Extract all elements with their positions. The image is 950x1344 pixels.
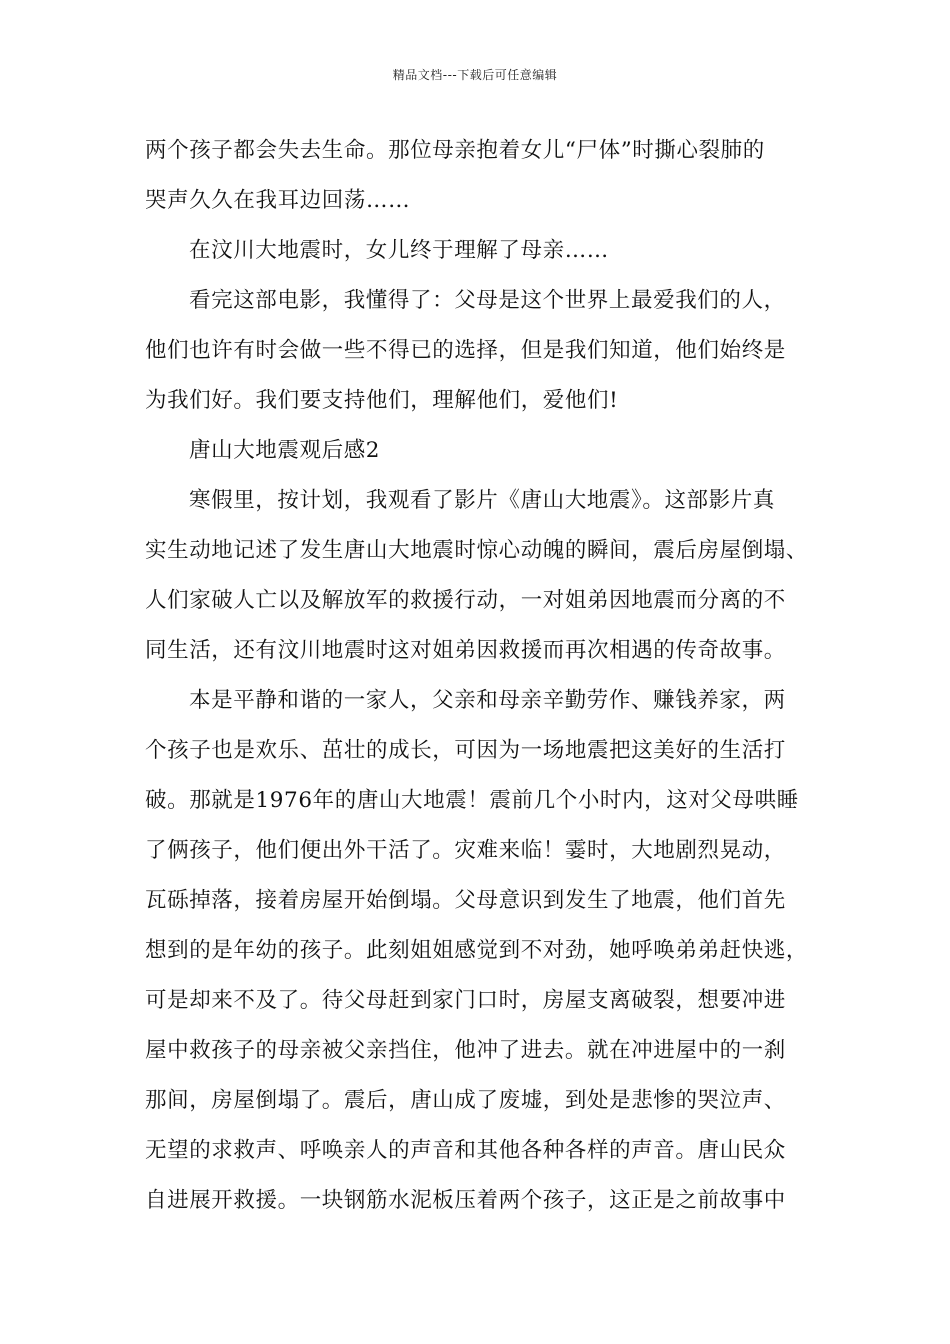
text-line: 想到的是年幼的孩子。此刻姐姐感觉到不对劲，她呼唤弟弟赶快逃， [145, 938, 809, 963]
text-line: 同生活，还有汶川地震时这对姐弟因救援而再次相遇的传奇故事。 [145, 638, 786, 663]
text-line: 在汶川大地震时，女儿终于理解了母亲…… [189, 238, 609, 263]
text-line: 了俩孩子，他们便出外干活了。灾难来临！霎时，大地剧烈晃动， [145, 838, 786, 863]
text-line: 人们家破人亡以及解放军的救援行动，一对姐弟因地震而分离的不 [145, 588, 786, 613]
text-line: 寒假里，按计划，我观看了影片《唐山大地震》。这部影片真 [189, 488, 775, 513]
text-line: 他们也许有时会做一些不得已的选择，但是我们知道，他们始终是 [145, 338, 786, 363]
text-line: 无望的求救声、呼唤亲人的声音和其他各种各样的声音。唐山民众 [145, 1138, 786, 1163]
document-body [145, 126, 835, 1226]
text-line: 自进展开救援。一块钢筋水泥板压着两个孩子，这正是之前故事中 [145, 1188, 786, 1213]
text-line: 瓦砾掉落，接着房屋开始倒塌。父母意识到发生了地震，他们首先 [145, 888, 786, 913]
page-header: 精品文档---下载后可任意编辑 [392, 68, 558, 82]
text-line: 本是平静和谐的一家人，父亲和母亲辛勤劳作、赚钱养家，两 [189, 688, 786, 713]
text-line: 为我们好。我们要支持他们，理解他们，爱他们! [145, 388, 619, 413]
text-line: 屋中救孩子的母亲被父亲挡住，他冲了进去。就在冲进屋中的一刹 [145, 1038, 786, 1063]
section-heading: 唐山大地震观后感2 [189, 438, 381, 463]
text-line: 两个孩子都会失去生命。那位母亲抱着女儿“尸体”时撕心裂肺的 [145, 138, 765, 163]
text-line: 哭声久久在我耳边回荡…… [145, 188, 411, 213]
text-line: 看完这部电影，我懂得了：父母是这个世界上最爱我们的人， [189, 288, 786, 313]
text-line: 破。那就是1976年的唐山大地震！震前几个小时内，这对父母哄睡 [145, 788, 799, 813]
text-line: 可是却来不及了。待父母赶到家门口时，房屋支离破裂，想要冲进 [145, 988, 786, 1013]
text-line: 那间，房屋倒塌了。震后，唐山成了废墟，到处是悲惨的哭泣声、 [145, 1088, 786, 1113]
text-line: 实生动地记述了发生唐山大地震时惊心动魄的瞬间，震后房屋倒塌、 [145, 538, 809, 563]
text-line: 个孩子也是欢乐、茁壮的成长，可因为一场地震把这美好的生活打 [145, 738, 786, 763]
